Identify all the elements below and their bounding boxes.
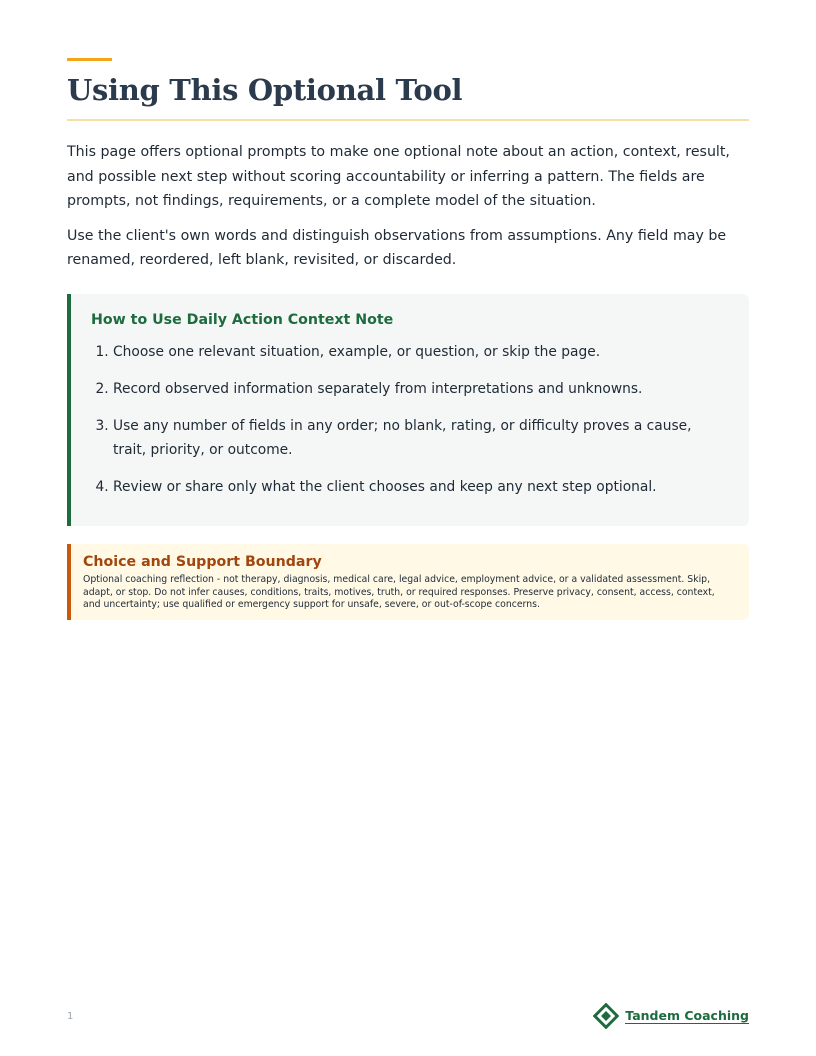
page-title: Using This Optional Tool: [67, 73, 463, 107]
howto-step-1: 1. Choose one relevant situation, example, or question, or skip the page.: [113, 340, 729, 364]
howto-step-4: 4. Review or share only what the client chooses and keep any next step optional.: [113, 475, 729, 499]
boundary-text: Optional coaching reflection - not therapy, diagnosis, medical care, legal advice, employment advice, or a validated assessment. Skip, adapt, or stop. Do not infer causes, conditions, traits, motives, truth, or required responses. Preserve privacy, consent, access, context, and uncertainty; use qualified or emergency support for unsafe, severe, or out-of-scope concerns.: [83, 574, 715, 610]
title-accent-bar: [67, 58, 112, 61]
intro-section: [67, 140, 749, 283]
boundary-title: Choice and Support Boundary: [83, 554, 322, 570]
howto-title: How to Use Daily Action Context Note: [91, 312, 394, 328]
brand-name: Tandem Coaching: [625, 1008, 749, 1023]
diamond-logo-icon: [593, 1003, 619, 1029]
intro-paragraph-2: Use the client's own words and distinguish observations from assumptions. Any field may be renamed, reordered, left blank, revisited, or discarded.: [67, 227, 727, 268]
intro-paragraph-1: This page offers optional prompts to make one optional note about an action, context, result, and possible next step without scoring accountability or inferring a pattern. The fields are prompts, not findings, requirements, or a complete model of the situation.: [67, 144, 730, 209]
howto-step-2: 2. Record observed information separately from interpretations and unknowns.: [113, 377, 729, 401]
brand-logo: [593, 1003, 749, 1029]
howto-callout: [67, 294, 749, 526]
title-divider: [67, 119, 749, 121]
boundary-callout: [67, 544, 749, 620]
page-number: 1: [67, 1011, 74, 1022]
howto-steps-list: [91, 340, 729, 499]
howto-step-3: 3. Use any number of fields in any order; no blank, rating, or difficulty proves a cause, trait, priority, or outcome.: [113, 414, 729, 462]
